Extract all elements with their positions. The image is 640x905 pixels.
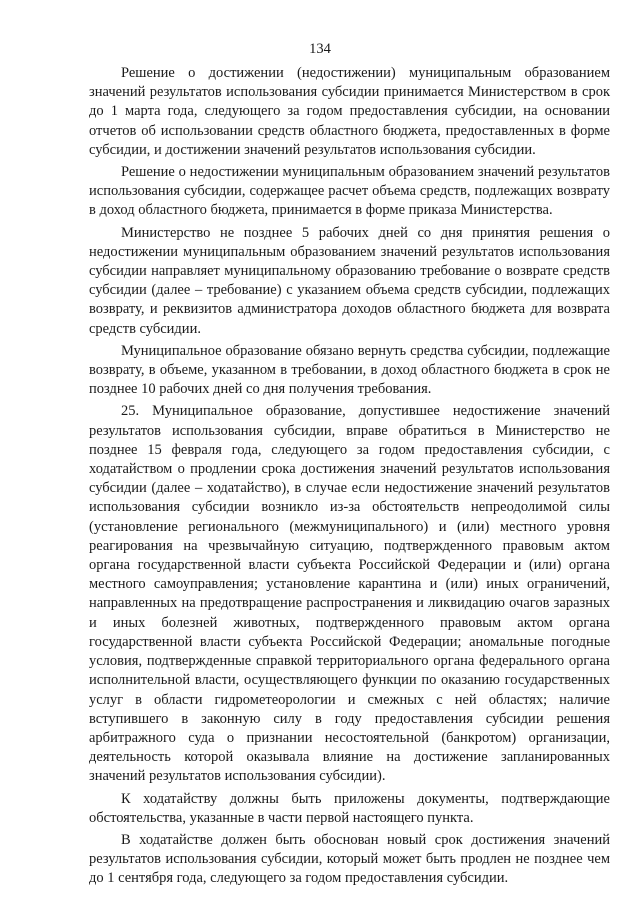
paragraph-return-obligation: Муниципальное образование обязано вернуть средства субсидии, подлежащие возврату, в объеме, указанном в требовании, в доход областного бюджета в срок не позднее 10 рабочих дней со дня получения требования. [89, 342, 610, 398]
paragraph-item-25: 25. Муниципальное образование, допустившее недостижение значений результатов использования субсидии, вправе обратиться в Министерство не позднее 15 февраля года, следующего за годом предоставления субсидии, с ходатайством о продлении срока достижения значений результатов использования субсидии (далее – ходатайство), в случае если недостижение значений результатов использования субсидии возникло из-за обстоятельств непреодолимой силы (установление регионального (межмуниципального) и (или) местного уровня реагирования на чрезвычайную ситуацию, подтвержденного правовым актом органа государственной власти субъекта Российской Федерации и (или) органа местного самоуправления; установление карантина и (или) иных ограничений, направленных на предотвращение распространения и ликвидацию очагов заразных и иных болезней животных, подтвержденного правовым актом органа государственной власти субъекта Российской Федерации; аномальные погодные условия, подтвержденные справкой территориального органа федерального органа исполнительной власти, осуществляющего функции по оказанию государственных услуг в области гидрометеорологии и смежных с ней областях; наличие вступившего в законную силу в году предоставления субсидии решения арбитражного суда о признании несостоятельной (банкротом) организации, деятельность которой оказывала влияние на достижение запланированных значений результатов использования субсидии). [89, 403, 610, 785]
paragraph-ministry-requirement: Министерство не позднее 5 рабочих дней со дня принятия решения о недостижении муниципальным образованием значений результатов использования субсидии направляет муниципальному образованию требование о возврате средств субсидии (далее – требование) с указанием объема средств субсидии, подлежащих возврату, и реквизитов администратора доходов областного бюджета для возврата средств субсидии. [89, 224, 610, 337]
document-body [89, 64, 610, 889]
paragraph-attached-documents: К ходатайству должны быть приложены документы, подтверждающие обстоятельства, указанные в части первой настоящего пункта. [89, 790, 610, 826]
page-number: 134 [309, 41, 331, 57]
paragraph-decision-non-achievement: Решение о недостижении муниципальным образованием значений результатов использования субсидии, содержащее расчет объема средств, подлежащих возврату в доход областного бюджета, принимается в форме приказа Министерства. [89, 164, 610, 219]
paragraph-new-deadline: В ходатайстве должен быть обоснован новый срок достижения значений результатов использования субсидии, который может быть продлен не позднее чем до 1 сентября года, следующего за годом предоставления субсидии. [89, 831, 610, 887]
paragraph-decision-achievement: Решение о достижении (недостижении) муниципальным образованием значений результатов использования субсидии принимается Министерством в срок до 1 марта года, следующего за годом предоставления субсидии, на основании отчетов об использовании средств областного бюджета, предоставленных в форме субсидии, и достижении значений результатов использования субсидии. [89, 65, 610, 158]
